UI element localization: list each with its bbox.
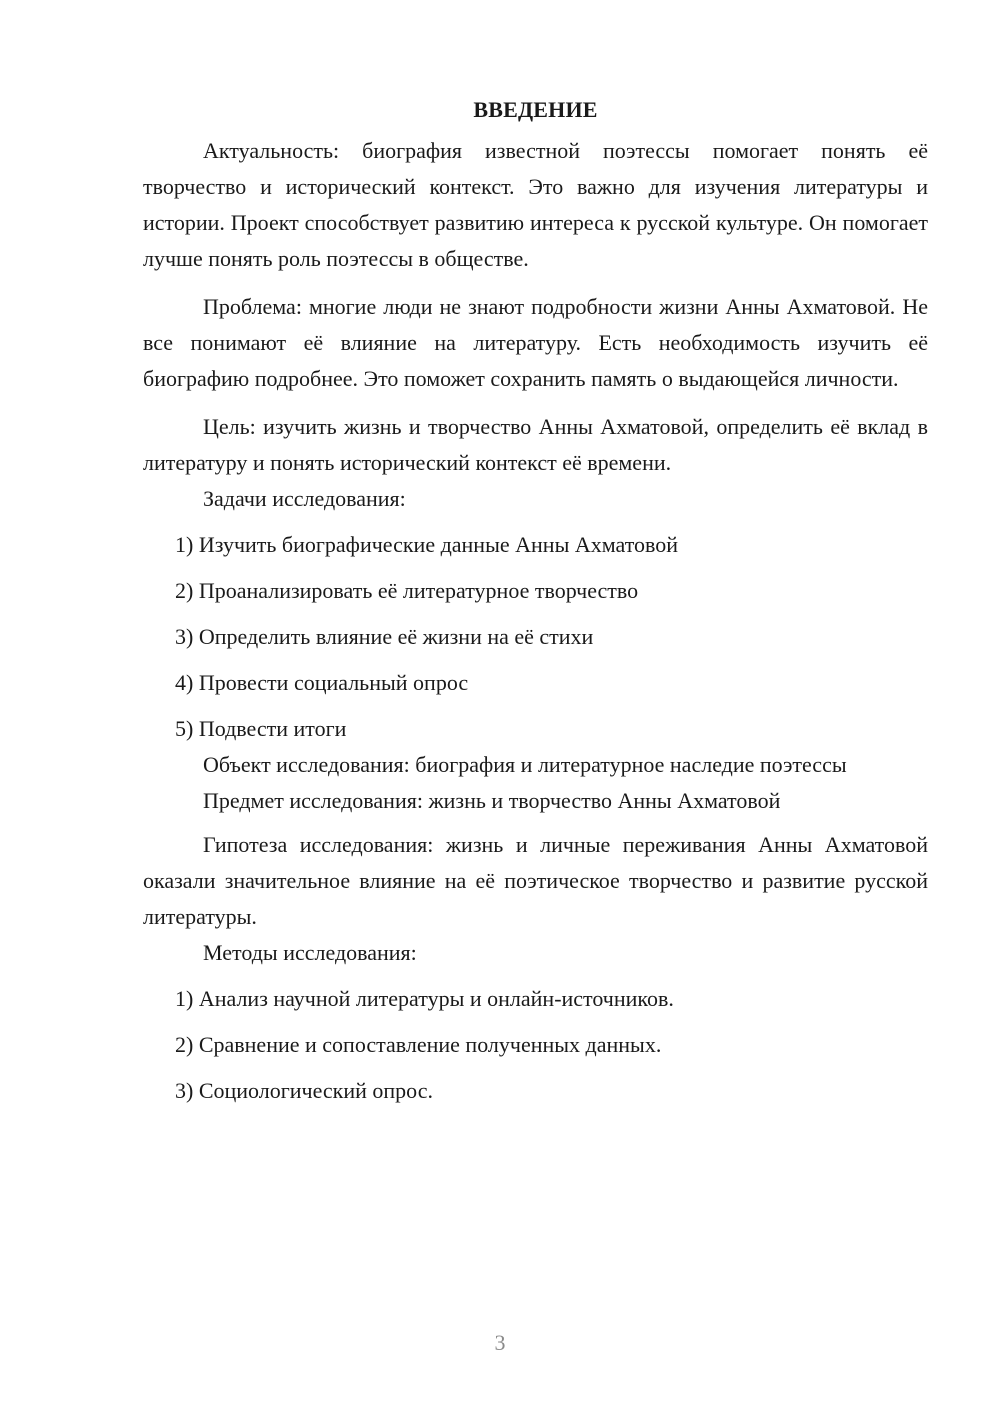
page-number: 3 (494, 1330, 506, 1355)
problem-paragraph: Проблема: многие люди не знают подробности жизни Анны Ахматовой. Не все понимают её влияние на литературу. Есть необходимость изучить её биографию подробнее. Это поможет сохранить память о выдающейся личности. (143, 294, 928, 391)
method-item: 1) Анализ научной литературы и онлайн-источников. (175, 986, 674, 1011)
research-object: Объект исследования: биография и литературное наследие поэтессы (203, 752, 847, 777)
tasks-title: Задачи исследования: (203, 486, 406, 511)
relevance-paragraph: Актуальность: биография известной поэтессы помогает понять её творчество и исторический контекст. Это важно для изучения литературы и истории. Проект способствует развитию интереса к русской культуре. Он помогает лучше понять роль поэтессы в обществе. (143, 138, 928, 271)
tasks-list (143, 527, 928, 747)
research-subject: Предмет исследования: жизнь и творчество Анны Ахматовой (203, 788, 781, 813)
goal-paragraph: Цель: изучить жизнь и творчество Анны Ахматовой, определить её вклад в литературу и понять исторический контекст её времени. (143, 414, 928, 475)
task-item: 5) Подвести итоги (175, 716, 347, 741)
task-item: 2) Проанализировать её литературное творчество (175, 578, 639, 603)
methods-title: Методы исследования: (203, 940, 417, 965)
hypothesis-paragraph: Гипотеза исследования: жизнь и личные переживания Анны Ахматовой оказали значительное влияние на её поэтическое творчество и развитие русской литературы. (143, 832, 928, 929)
document-page (143, 92, 928, 1109)
task-item: 1) Изучить биографические данные Анны Ахматовой (175, 532, 679, 557)
task-item: 3) Определить влияние её жизни на её стихи (175, 624, 594, 649)
methods-list (143, 981, 928, 1109)
method-item: 3) Социологический опрос. (175, 1078, 433, 1103)
method-item: 2) Сравнение и сопоставление полученных данных. (175, 1032, 662, 1057)
task-item: 4) Провести социальный опрос (175, 670, 469, 695)
section-heading: ВВЕДЕНИЕ (473, 97, 598, 122)
